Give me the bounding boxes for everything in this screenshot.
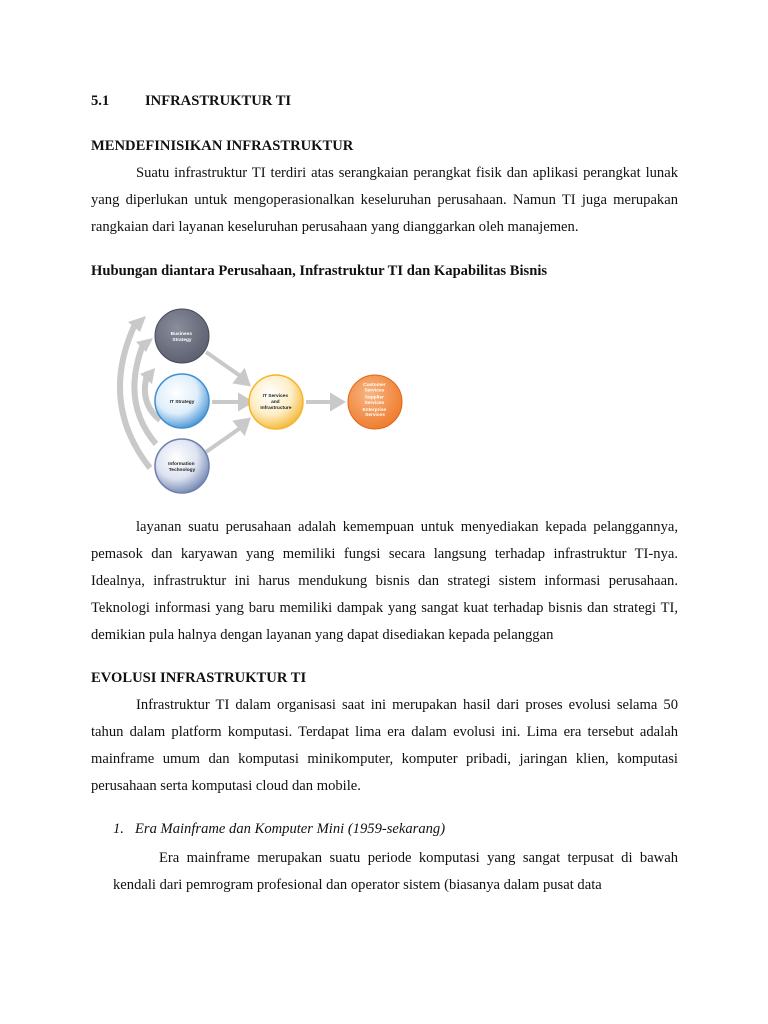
- customer-services-line4: Services: [364, 400, 385, 406]
- infrastructure-diagram: [98, 302, 418, 502]
- information-technology-line1: Information: [168, 462, 195, 467]
- paragraph-layanan: layanan suatu perusahaan adalah kemempuan untuk menyediakan kepada pelanggannya, pemasok dan karyawan yang memiliki fungsi secara langsung terhadap infrastruktur TI-nya. Idealnya, infrastruktur ini harus mendukung bisnis dan strategi sistem informasi perusahaan. Teknologi informasi yang baru memiliki dampak yang sangat kuat terhadap bisnis dan strategi TI, demikian pula halnya dengan layanan yang dapat disediakan kepada pelanggan: [91, 519, 678, 643]
- customer-services-line5: Enterprise: [362, 407, 387, 413]
- paragraph-era1: Era mainframe merupakan suatu periode komputasi yang sangat terpusat di bawah kendali dari pemrogram profesional dan operator sistem (biasanya dalam pusat data: [113, 850, 678, 893]
- paragraph-mendefinisikan: Suatu infrastruktur TI terdiri atas serangkaian perangkat fisik dan aplikasi perangkat lunak yang diperlukan untuk mengoperasionalkan keseluruhan perusahaan. Namun TI juga merupakan rangkaian dari layanan keseluruhan perusahaan yang dianggarkan oleh manajemen.: [91, 165, 678, 235]
- customer-services-line1: Customer: [363, 383, 386, 388]
- information-technology-line2: Technology: [168, 468, 196, 473]
- node-customer-services: [348, 375, 402, 429]
- it-services-line2: and: [271, 400, 280, 405]
- customer-services-line2: Services: [364, 388, 385, 394]
- it-services-line3: Infrastructure: [260, 406, 292, 411]
- list-number: 1.: [113, 821, 124, 837]
- node-information-technology: [155, 439, 209, 493]
- business-strategy-line2: Strategy: [172, 338, 192, 343]
- heading-mendefinisikan: MENDEFINISIKAN INFRASTRUKTUR: [91, 138, 354, 154]
- heading-evolusi: EVOLUSI INFRASTRUKTUR TI: [91, 670, 307, 686]
- business-strategy-line1: Business: [170, 332, 192, 337]
- customer-services-line3: Supplier: [364, 395, 384, 401]
- node-it-strategy: [155, 374, 209, 428]
- paragraph-evolusi: Infrastruktur TI dalam organisasi saat ini merupakan hasil dari proses evolusi selama 50 tahun dalam platform komputasi. Terdapat lima era dalam evolusi ini. Lima era tersebut adalah mainframe umum dan komputasi minikomputer, komputer pribadi, jaringan klien, komputasi perusahaan serta komputasi cloud dan mobile.: [91, 697, 678, 794]
- node-it-services: [249, 375, 303, 429]
- heading-hubungan: Hubungan diantara Perusahaan, Infrastruktur TI dan Kapabilitas Bisnis: [91, 263, 548, 279]
- section-number: 5.1: [91, 93, 110, 109]
- node-business-strategy: [155, 309, 209, 363]
- it-strategy-line1: IT Strategy: [169, 400, 195, 405]
- it-services-line1: IT Services: [262, 394, 288, 399]
- svg-text:IT Strategy: [170, 399, 195, 405]
- list-item-era1: [113, 816, 445, 843]
- section-title: INFRASTRUKTUR TI: [145, 93, 292, 109]
- customer-services-line6: Services: [365, 413, 385, 419]
- svg-text:Customer Services: [362, 382, 387, 418]
- list-title: Era Mainframe dan Komputer Mini (1959-sekarang): [135, 821, 446, 837]
